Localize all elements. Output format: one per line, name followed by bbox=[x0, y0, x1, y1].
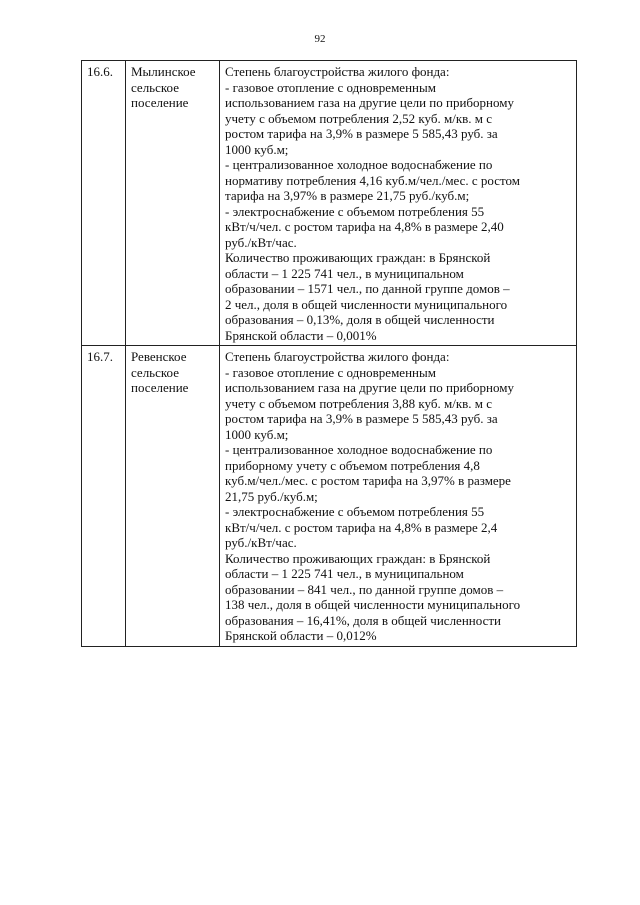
description-line: ростом тарифа на 3,9% в размере 5 585,43 руб. за bbox=[225, 411, 498, 426]
description-line: образования – 16,41%, доля в общей численности bbox=[225, 612, 501, 628]
housing-description bbox=[220, 61, 577, 346]
description-line: использованием газа на другие цели по приборному bbox=[225, 380, 514, 395]
description-line: учету с объемом потребления 3,88 куб. м/кв. м с bbox=[225, 395, 493, 411]
description-line: руб./кВт/час. bbox=[225, 234, 297, 250]
description-line: образовании – 1571 чел., по данной группе домов – bbox=[225, 281, 510, 296]
settlement-name-line: поселение bbox=[131, 380, 189, 395]
settlement-name bbox=[126, 346, 220, 647]
description-line: - электроснабжение с объемом потребления 55 bbox=[225, 504, 485, 519]
settlement-name-line: поселение bbox=[131, 95, 189, 110]
row-number: 16.7. bbox=[82, 346, 126, 647]
description-line: - электроснабжение с объемом потребления 55 bbox=[225, 203, 485, 219]
description-line: - централизованное холодное водоснабжение по bbox=[225, 157, 493, 172]
settlement-name-line: сельское bbox=[131, 364, 179, 380]
description-line: руб./кВт/час. bbox=[225, 535, 297, 550]
description-line: - централизованное холодное водоснабжение по bbox=[225, 442, 493, 457]
description-line: области – 1 225 741 чел., в муниципальном bbox=[225, 265, 464, 281]
description-line: 1000 куб.м; bbox=[225, 141, 289, 157]
description-line: Количество проживающих граждан: в Брянской bbox=[225, 550, 491, 566]
description-line: 21,75 руб./куб.м; bbox=[225, 488, 318, 504]
description-line: использованием газа на другие цели по приборному bbox=[225, 95, 514, 110]
table-row bbox=[82, 346, 577, 647]
description-line: 2 чел., доля в общей численности муниципального bbox=[225, 296, 508, 312]
settlement-name-line: Мылинское bbox=[131, 64, 196, 79]
description-line: - газовое отопление с одновременным bbox=[225, 79, 436, 95]
description-line: - газовое отопление с одновременным bbox=[225, 364, 436, 380]
description-line: учету с объемом потребления 2,52 куб. м/кв. м с bbox=[225, 110, 493, 126]
page-number: 92 bbox=[314, 33, 326, 45]
description-line: тарифа на 3,97% в размере 21,75 руб./куб.м; bbox=[225, 188, 470, 203]
table-row bbox=[82, 61, 577, 346]
description-line: образовании – 841 чел., по данной группе домов – bbox=[225, 581, 504, 597]
description-line: кВт/ч/чел. с ростом тарифа на 4,8% в размере 2,40 bbox=[225, 219, 504, 234]
description-line: 138 чел., доля в общей численности муниципального bbox=[225, 597, 521, 612]
description-line: образования – 0,13%, доля в общей численности bbox=[225, 312, 495, 327]
description-line: Степень благоустройства жилого фонда: bbox=[225, 349, 450, 364]
description-line: кВт/ч/чел. с ростом тарифа на 4,8% в размере 2,4 bbox=[225, 519, 498, 535]
settlement-name-line: сельское bbox=[131, 79, 179, 95]
description-line: нормативу потребления 4,16 куб.м/чел./мес. с ростом bbox=[225, 172, 521, 188]
description-line: Брянской области – 0,001% bbox=[225, 327, 377, 343]
description-line: ростом тарифа на 3,9% в размере 5 585,43 руб. за bbox=[225, 126, 498, 141]
description-line: Степень благоустройства жилого фонда: bbox=[225, 64, 450, 79]
settlement-name-line: Ревенское bbox=[131, 349, 187, 364]
description-line: Брянской области – 0,012% bbox=[225, 628, 377, 643]
description-line: области – 1 225 741 чел., в муниципальном bbox=[225, 566, 464, 581]
row-number: 16.6. bbox=[82, 61, 126, 346]
description-line: Количество проживающих граждан: в Брянской bbox=[225, 250, 491, 265]
tariff-table bbox=[81, 60, 577, 647]
housing-description bbox=[220, 346, 577, 647]
description-line: куб.м/чел./мес. с ростом тарифа на 3,97% в размере bbox=[225, 473, 511, 488]
description-line: 1000 куб.м; bbox=[225, 426, 289, 442]
description-line: приборному учету с объемом потребления 4,8 bbox=[225, 457, 480, 473]
settlement-name bbox=[126, 61, 220, 346]
